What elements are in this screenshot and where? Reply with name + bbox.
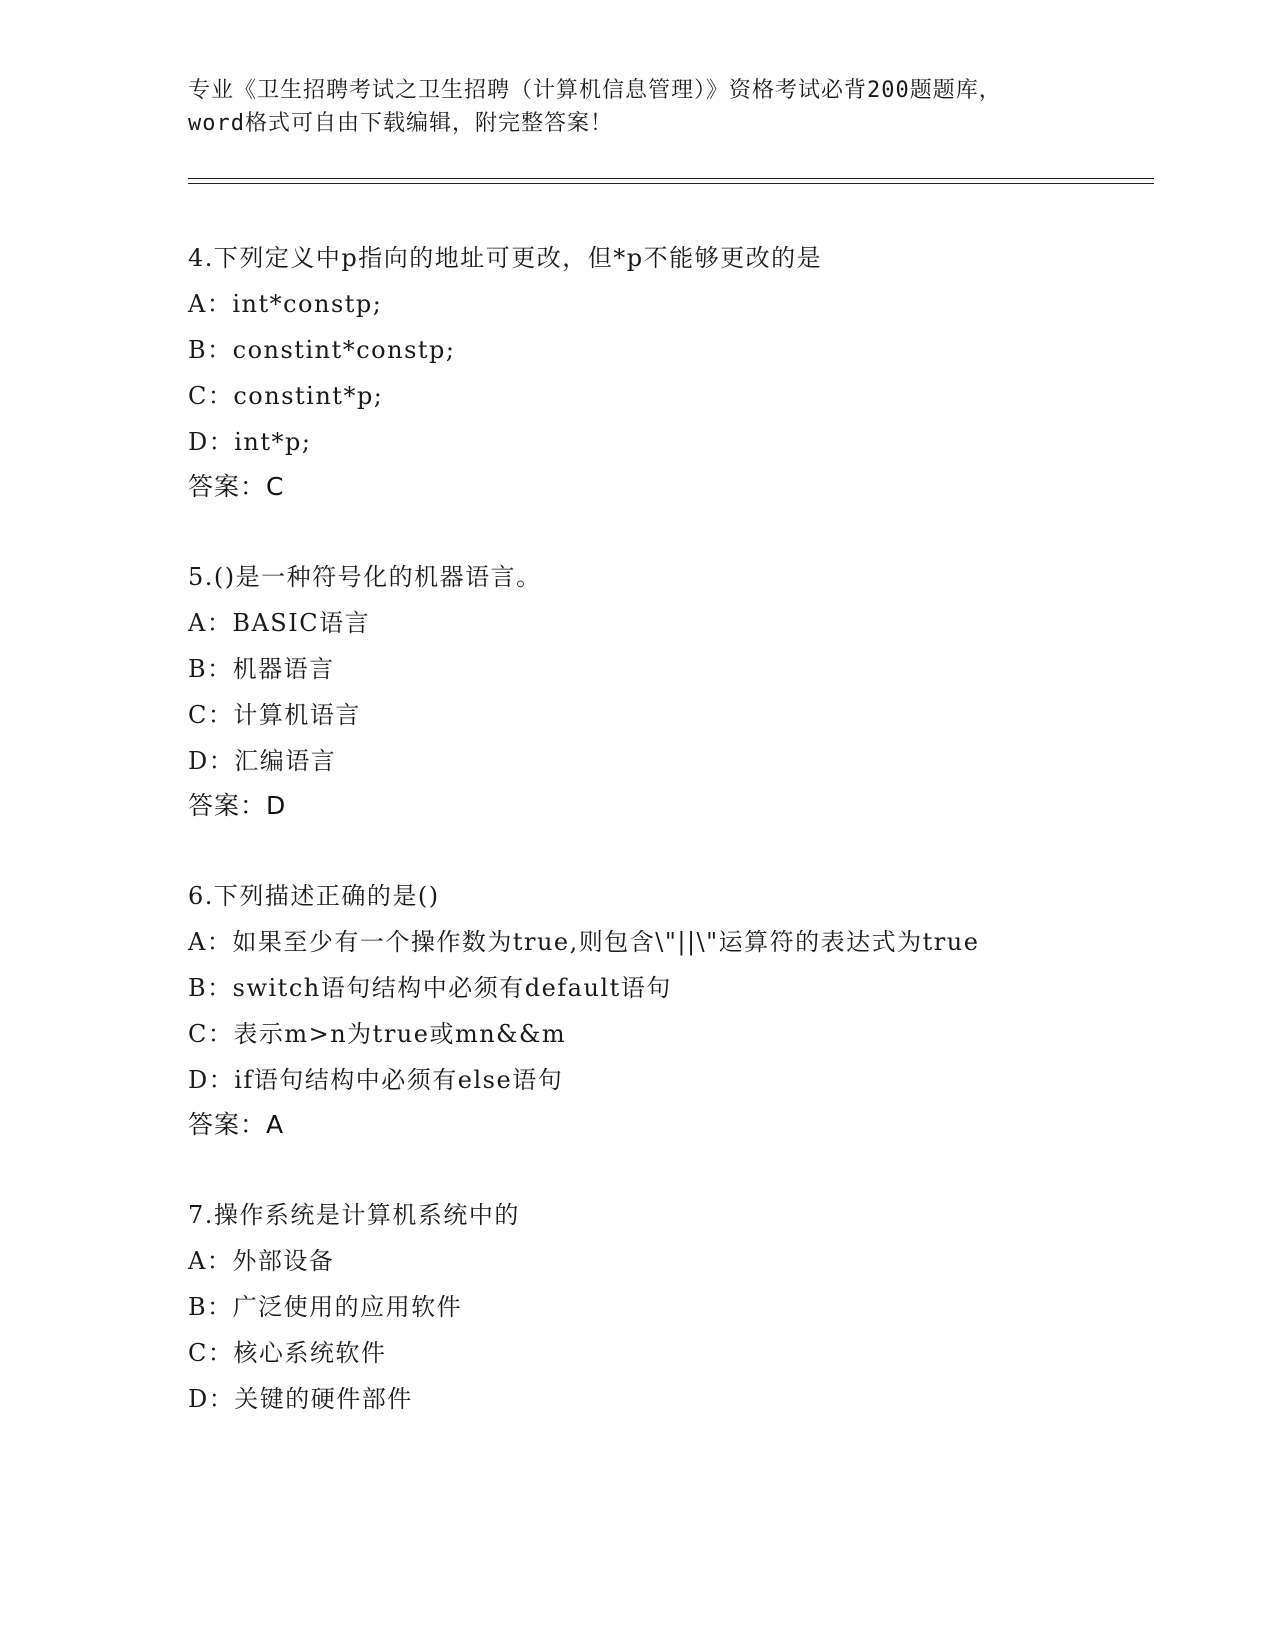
option-a: A：外部设备 bbox=[188, 1247, 335, 1275]
header-divider-bottom bbox=[188, 183, 1154, 184]
option-b: B：switch语句结构中必须有default语句 bbox=[188, 974, 672, 1002]
option-c: C：constint*p; bbox=[188, 382, 384, 410]
option-d: D：关键的硬件部件 bbox=[188, 1385, 413, 1413]
option-c: C：核心系统软件 bbox=[188, 1339, 387, 1367]
option-c: C：表示m>n为true或mn&&m bbox=[188, 1020, 567, 1048]
question-stem: 6.下列描述正确的是() bbox=[188, 882, 440, 910]
option-a: A：如果至少有一个操作数为true,则包含\"||\"运算符的表达式为true bbox=[188, 928, 980, 956]
header-title-line-2: word格式可自由下载编辑，附完整答案！ bbox=[188, 111, 613, 136]
question-7 bbox=[188, 1192, 1128, 1422]
option-d: D：if语句结构中必须有else语句 bbox=[188, 1066, 564, 1094]
option-a: A：int*constp; bbox=[188, 290, 383, 318]
option-b: B：广泛使用的应用软件 bbox=[188, 1293, 463, 1321]
option-b: B：机器语言 bbox=[188, 655, 335, 683]
answer-line: 答案：A bbox=[188, 1110, 285, 1139]
question-stem: 7.操作系统是计算机系统中的 bbox=[188, 1201, 520, 1229]
option-d: D：汇编语言 bbox=[188, 747, 337, 775]
header-divider-top bbox=[188, 178, 1154, 179]
option-b: B：constint*constp; bbox=[188, 336, 456, 364]
question-stem: 4.下列定义中p指向的地址可更改，但*p不能够更改的是 bbox=[188, 244, 823, 272]
option-d: D：int*p; bbox=[188, 428, 312, 456]
answer-line: 答案：C bbox=[188, 472, 285, 501]
question-6 bbox=[188, 873, 1128, 1147]
option-a: A：BASIC语言 bbox=[188, 609, 371, 637]
question-5 bbox=[188, 554, 1128, 828]
question-list bbox=[188, 235, 1128, 1467]
option-c: C：计算机语言 bbox=[188, 701, 361, 729]
document-header bbox=[188, 74, 1088, 140]
question-4 bbox=[188, 235, 1128, 509]
question-stem: 5.()是一种符号化的机器语言。 bbox=[188, 563, 542, 591]
answer-line: 答案：D bbox=[188, 791, 287, 820]
header-title-line-1: 专业《卫生招聘考试之卫生招聘（计算机信息管理）》资格考试必背200题题库， bbox=[188, 78, 1002, 103]
